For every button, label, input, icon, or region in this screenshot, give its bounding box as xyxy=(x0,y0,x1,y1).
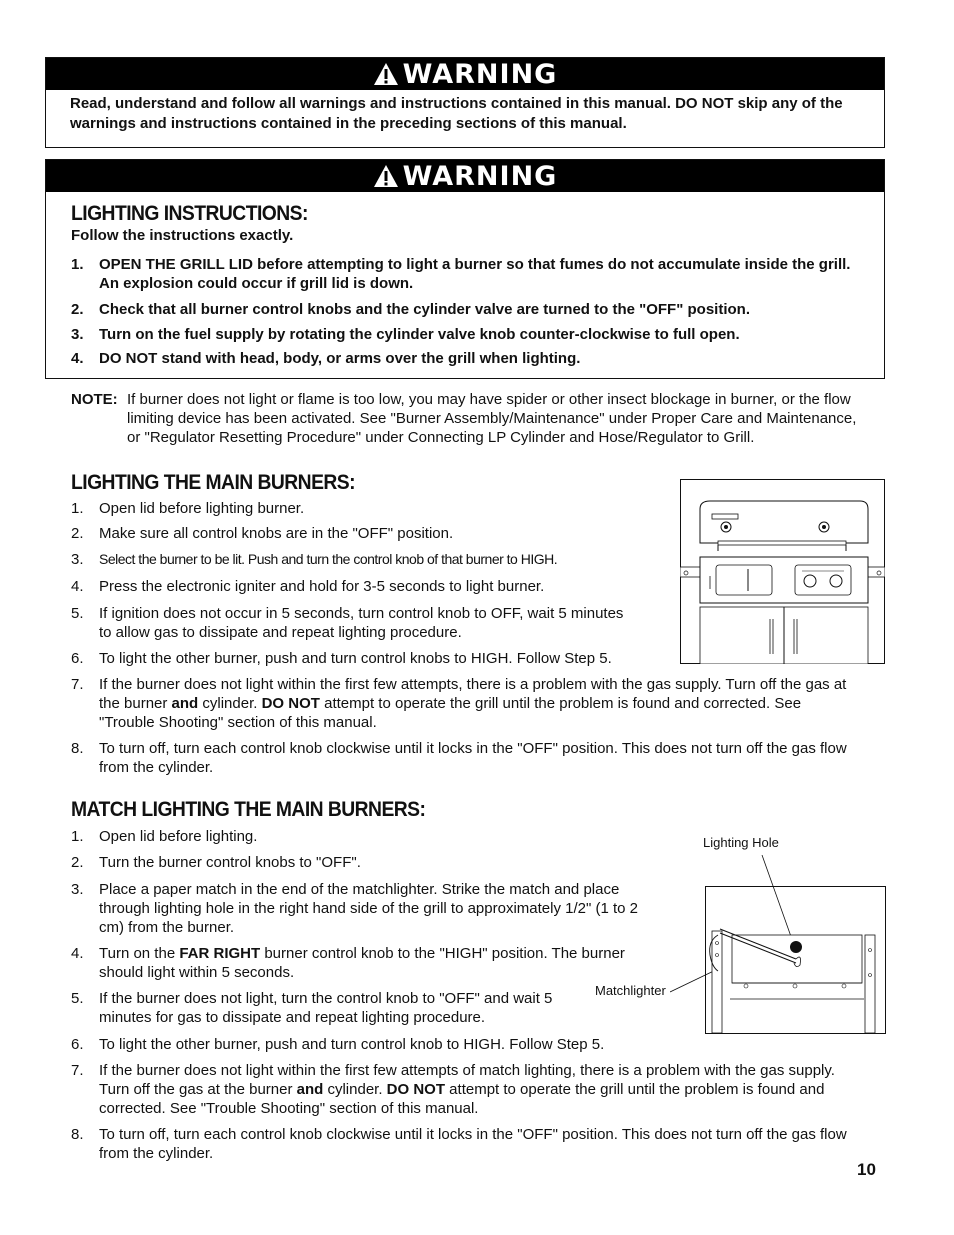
warning-box-general xyxy=(45,57,885,148)
grill-front-illustration xyxy=(680,479,885,664)
warning-triangle-icon xyxy=(373,164,399,188)
warning-text: Read, understand and follow all warnings and instructions contained in this manual. DO NOT skip any of the warnings and instructions contained in the preceding sections of this manual. xyxy=(70,95,843,132)
grill-side-illustration xyxy=(670,855,890,1035)
lighting-hole-label: Lighting Hole xyxy=(703,835,779,850)
main-burners-heading: LIGHTING THE MAIN BURNERS: xyxy=(71,471,356,494)
lighting-instructions-subheading: Follow the instructions exactly. xyxy=(71,227,294,244)
matchlighter-label: Matchlighter xyxy=(595,983,666,998)
match-lighting-heading: MATCH LIGHTING THE MAIN BURNERS: xyxy=(71,798,426,821)
warning-title: WARNING xyxy=(402,58,558,90)
note-label: NOTE: xyxy=(71,391,118,408)
page-number: 10 xyxy=(857,1160,876,1179)
warning-title: WARNING xyxy=(402,160,558,192)
warning-banner xyxy=(46,160,884,192)
warning-triangle-icon xyxy=(373,62,399,86)
lighting-instructions-heading: LIGHTING INSTRUCTIONS: xyxy=(71,202,308,225)
note-text: If burner does not light or flame is too low, you may have spider or other insect blockage in burner, or the flow limiting device has been activated. See "Burner Assembly/Maintenance" under Proper Care and Maintenance, or "Regulator Resetting Procedure" under Connecting LP Cylinder and Hose/Regulator to Grill. xyxy=(127,391,857,446)
warning-banner xyxy=(46,58,884,90)
